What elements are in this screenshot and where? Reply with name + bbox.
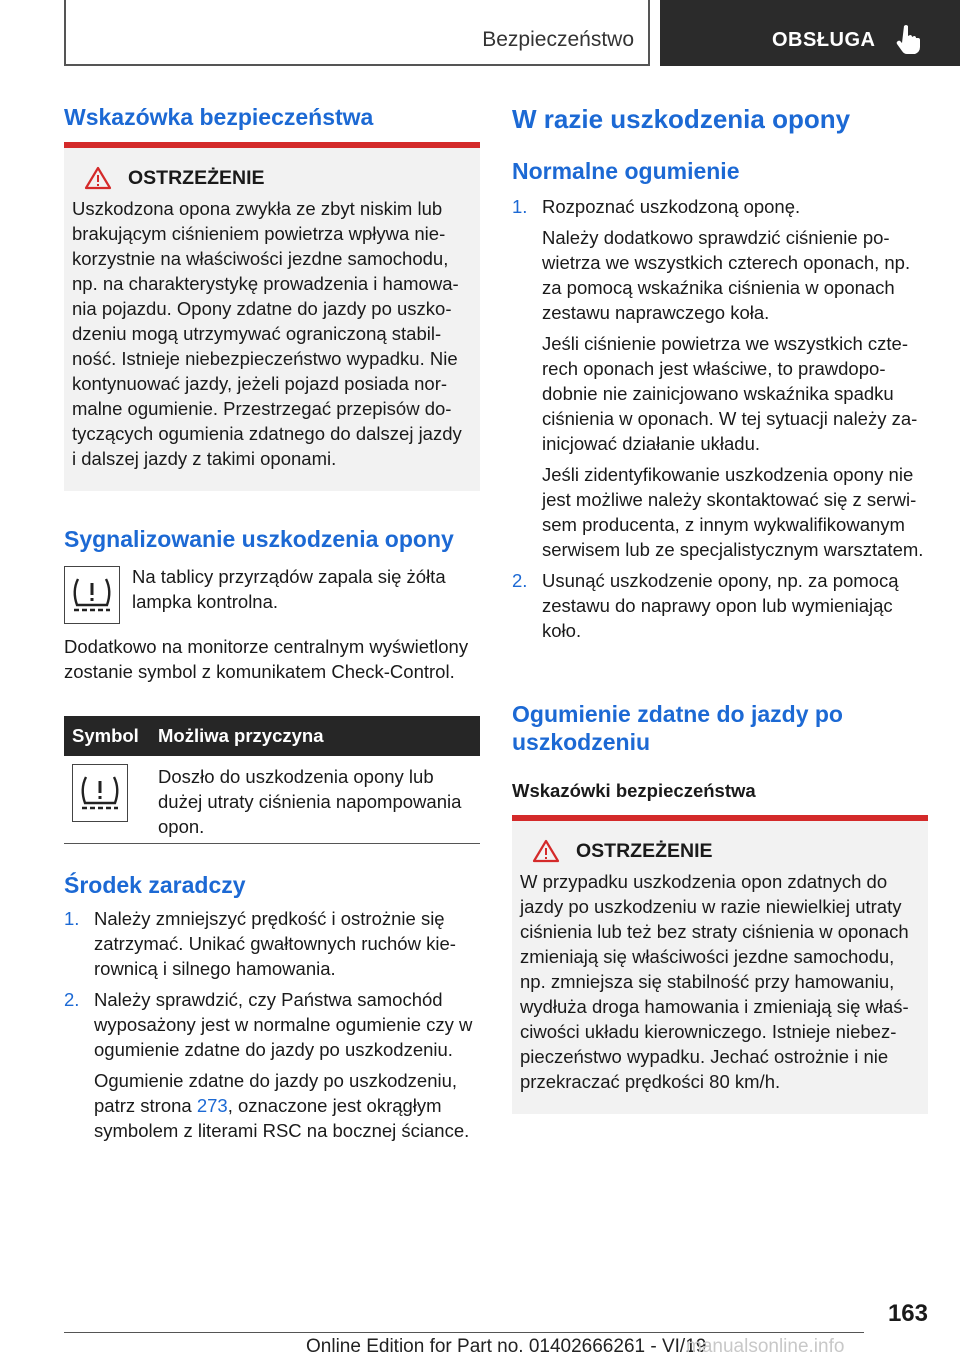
- list-item: [64, 987, 480, 1143]
- step-paragraph: [94, 1068, 480, 1143]
- warning-text: Uszkodzona opona zwykła ze zbyt niskim lub brakującym ciśnieniem powietrza wpływa niekorzystnie na właściwości jezdne samochodu, np. na charakterystykę prowadzenia i hamowania pojazdu. Opony zdatne do jazdy po uszkodzeniu mogą utrzymywać ograniczoną stabilność. Istnieje niebezpieczeństwo wypadku. Nie kontynuować jazdy, jeżeli pojazd posiada normalne ogumienie. Przestrzegać przepisów dotyczących ogumienia zdatnego do dalszej jazdy i dalszej jazdy z takimi oponami.: [72, 198, 462, 469]
- step-text: Należy sprawdzić, czy Państwa samochód wyposażony jest w normalne ogumienie czy w ogumienie zdatne do jazdy po uszkodzeniu.: [94, 989, 473, 1060]
- warning-box: [512, 815, 928, 1114]
- chapter-label: OBSŁUGA: [772, 29, 876, 51]
- step-number: 2.: [512, 570, 528, 591]
- warning-triangle-icon: [532, 839, 560, 863]
- warning-title: [520, 839, 918, 863]
- section-label: Bezpieczeństwo: [482, 28, 634, 51]
- step-paragraph-text-end: , oznaczone jest okrągłym symbolem z literami RSC na bocznej ściance.: [94, 1095, 470, 1141]
- step-paragraph: Jeśli ciśnienie powietrza we wszystkich czterech oponach jest właściwe, to prawdopodobnie nie zainicjowano wskaźnika spadku ciśnienia w oponach. W tej sytuacji należy zainicjować działanie układu.: [542, 333, 918, 454]
- monitor-text: Dodatkowo na monitorze centralnym wyświetlony zostanie symbol z komunikatem Check-Control.: [64, 636, 469, 682]
- tire-pressure-warning-icon: [78, 773, 122, 813]
- main-heading: W razie uszkodzenia opony: [512, 104, 851, 134]
- step-paragraph: Należy dodatkowo sprawdzić ciśnienie powietrza we wszystkich czterech oponach, np. za pomocą wskaźnika ciśnienia w oponach zestawu naprawczego koła.: [542, 227, 911, 323]
- table-cause-text: Doszło do uszkodzenia opony lub dużej utraty ciśnienia napompowania opon.: [158, 766, 462, 837]
- normal-steps: [512, 194, 928, 643]
- step-number: 2.: [64, 989, 80, 1010]
- table-row: [64, 756, 480, 844]
- signal-heading: Sygnalizowanie uszkodzenia opony: [64, 526, 454, 552]
- footer-divider: [64, 1332, 864, 1333]
- page-number: 163: [887, 1300, 928, 1327]
- safety-heading: Wskazówka bezpieczeństwa: [64, 104, 374, 130]
- list-item: [512, 568, 928, 643]
- step-text: Rozpoznać uszkodzoną oponę.: [542, 196, 801, 217]
- table-col-symbol: Symbol: [72, 725, 139, 746]
- runflat-heading: Ogumienie zdatne do jazdy po uszkodzeniu: [512, 701, 843, 755]
- edition-text: Online Edition for Part no. 01402666261 - VI/19: [306, 1336, 707, 1357]
- warning-title-text: OSTRZEŻENIE: [128, 166, 265, 189]
- table-header: [64, 716, 480, 756]
- list-item: [64, 906, 480, 981]
- normal-tires-heading: Normalne ogumienie: [512, 158, 740, 184]
- header-section-tab: [64, 0, 650, 66]
- watermark: manualsonline.info: [686, 1336, 845, 1357]
- step-text: Usunąć uszkodzenie opony, np. za pomocą zestawu do naprawy opon lub wymieniając koło.: [542, 570, 899, 641]
- step-number: 1.: [64, 908, 80, 929]
- step-number: 1.: [512, 196, 528, 217]
- warning-title: [72, 166, 470, 190]
- warning-triangle-icon: [84, 166, 112, 190]
- tire-pressure-warning-icon: [70, 575, 114, 615]
- header-chapter-block: [660, 0, 960, 66]
- step-text: Należy zmniejszyć prędkość i ostrożnie się zatrzymać. Unikać gwałtownych ruchów kierownicą i silnego hamowania.: [94, 908, 456, 979]
- warning-title-text: OSTRZEŻENIE: [576, 839, 713, 862]
- warning-box: [64, 142, 480, 491]
- table-symbol-box: [72, 764, 128, 822]
- remedy-heading: Środek zaradczy: [64, 872, 246, 898]
- warning-text: W przypadku uszkodzenia opon zdatnych do jazdy po uszkodzeniu w razie niewielkiej utraty ciśnienia lub też bez straty ciśnienia w oponach zmieniają się właściwości jezdne samochodu, np. zmniejsza się stabilność przy hamowaniu, wydłuża droga hamowania i zmieniają się właściwości układu kierowniczego. Istnieje niebezpieczeństwo wypadku. Jechać ostrożnie i nie przekraczać prędkości 80 km/h.: [520, 871, 909, 1092]
- tips-heading: Wskazówki bezpieczeństwa: [512, 780, 756, 801]
- pointing-hand-icon: [896, 24, 922, 54]
- signal-text: Na tablicy przyrządów zapala się żółta lampka kontrolna.: [132, 566, 446, 612]
- step-paragraph-text: Ogumienie zdatne do jazdy po uszkodzeniu, patrz strona: [94, 1070, 458, 1116]
- step-paragraph: Jeśli zidentyfikowanie uszkodzenia opony nie jest możliwe należy skontaktować się z serwisem producenta, z innym wykwalifikowanym serwisem lub ze specjalistycznym warsztatem.: [542, 464, 924, 560]
- remedy-steps: [64, 906, 480, 1143]
- table-col-cause: Możliwa przyczyna: [158, 725, 324, 746]
- tpms-symbol-box: [64, 566, 120, 624]
- list-item: [512, 194, 928, 562]
- page-link[interactable]: 273: [196, 1095, 228, 1116]
